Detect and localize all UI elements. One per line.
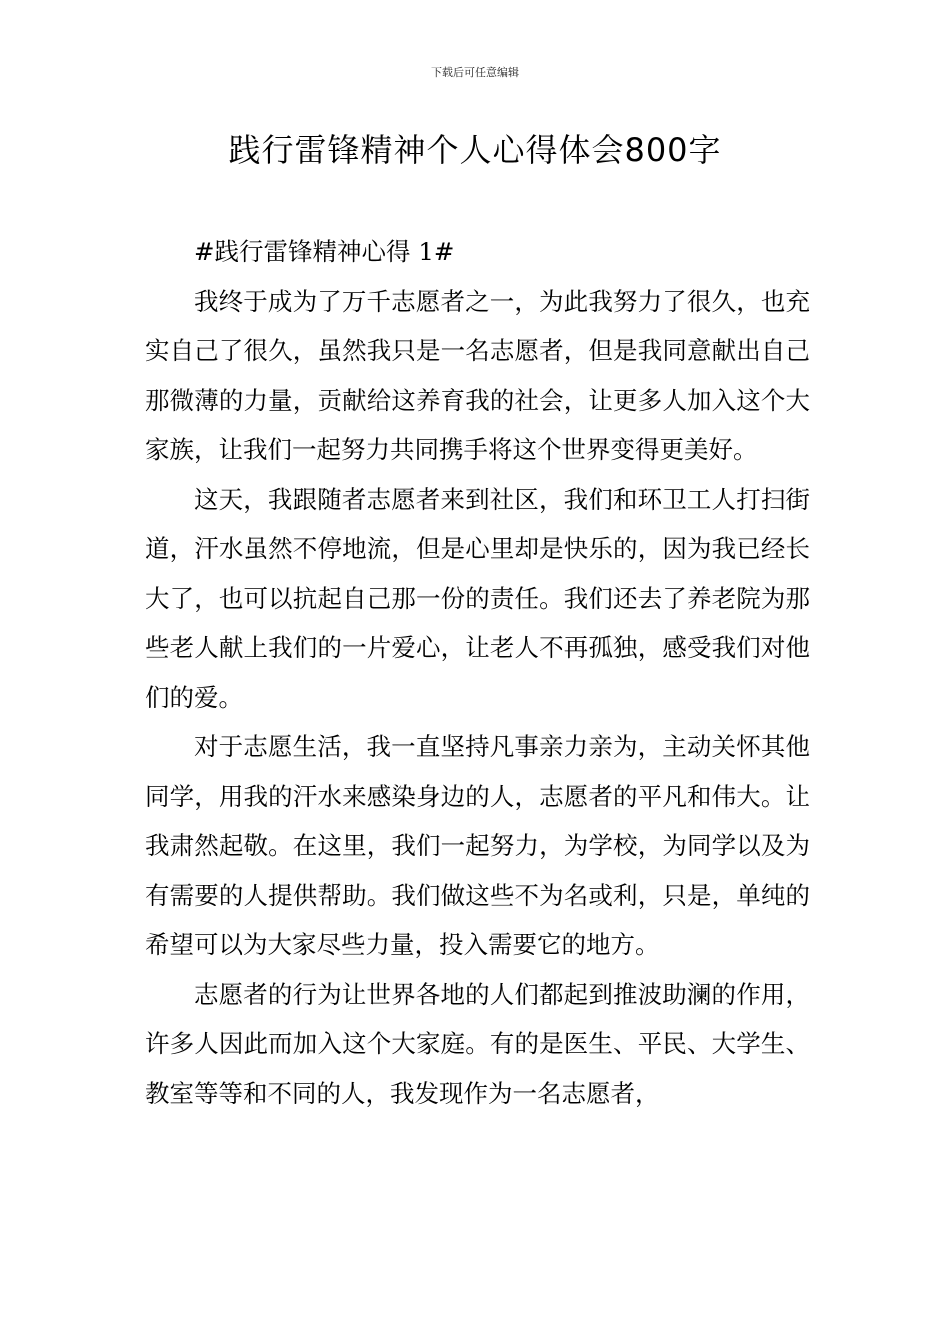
document-body (145, 227, 810, 1118)
document-title: 践行雷锋精神个人心得体会800字 (228, 131, 722, 169)
paragraph-2: 这天，我跟随者志愿者来到社区，我们和环卫工人打扫街道，汗水虽然不停地流，但是心里却是快乐的，因为我已经长大了，也可以抗起自己那一份的责任。我们还去了养老院为那些老人献上我们的一片爱心，让老人不再孤独，感受我们对他们的爱。 (145, 484, 810, 712)
paragraph-3: 对于志愿生活，我一直坚持凡事亲力亲为，主动关怀其他同学，用我的汗水来感染身边的人，志愿者的平凡和伟大。让我肃然起敬。在这里，我们一起努力，为学校，为同学以及为有需要的人提供帮助。我们做这些不为名或利，只是，单纯的希望可以为大家尽些力量，投入需要它的地方。 (145, 732, 810, 959)
paragraph-1: 我终于成为了万千志愿者之一，为此我努力了很久，也充实自己了很久，虽然我只是一名志愿者，但是我同意献出自己那微薄的力量，贡献给这养育我的社会，让更多人加入这个大家族，让我们一起努力共同携手将这个世界变得更美好。 (145, 286, 810, 464)
section-heading: #践行雷锋精神心得 1# (194, 237, 455, 266)
paragraph-4: 志愿者的行为让世界各地的人们都起到推波助澜的作用，许多人因此而加入这个大家庭。有的是医生、平民、大学生、教室等等和不同的人，我发现作为一名志愿者， (145, 979, 810, 1108)
header-note: 下载后可任意编辑 (431, 66, 519, 79)
